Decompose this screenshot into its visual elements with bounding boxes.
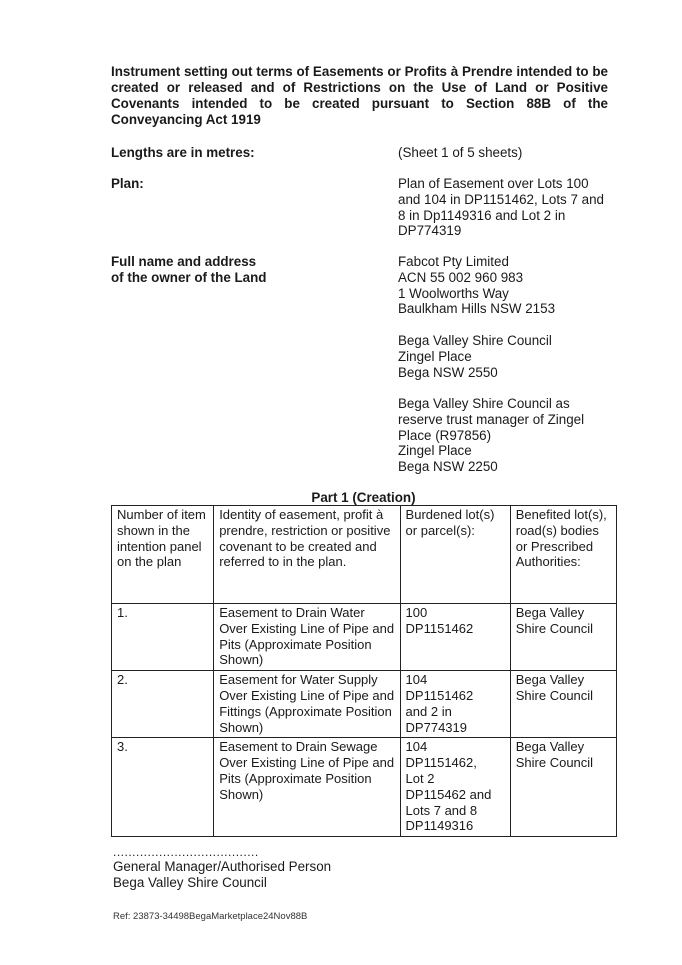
burdened-lots — [400, 738, 510, 837]
burdened-line: 104 — [405, 739, 428, 755]
table-row — [112, 671, 617, 738]
header-burdened: Burdened lot(s) or parcel(s): — [400, 506, 510, 604]
burdened-line: DP1151462 — [405, 620, 474, 636]
easement-identity: Easement to Drain Water Over Existing Line of Pipe and Pits (Approximate Position Shown) — [214, 604, 400, 671]
header-benefited: Benefited lot(s), road(s) bodies or Prescribed Authorities: — [510, 506, 616, 604]
owner-block-trust — [398, 396, 613, 475]
item-number: 3. — [112, 738, 214, 837]
owner-label — [111, 254, 266, 286]
plan-label: Plan: — [111, 176, 144, 191]
part1-title: Part 1 (Creation) — [311, 490, 416, 505]
item-number: 1. — [112, 604, 214, 671]
easement-identity: Easement to Drain Sewage Over Existing Line of Pipe and Pits (Approximate Position Shown) — [214, 738, 400, 837]
burdened-line: Lots 7 and 8 — [405, 802, 478, 818]
benefited-party: Bega Valley Shire Council — [510, 671, 616, 738]
item-number: 2. — [112, 671, 214, 738]
signature-line: ...................................... — [113, 845, 259, 859]
burdened-lots — [400, 671, 510, 738]
plan-line: Plan of Easement over Lots 100 — [398, 176, 589, 191]
easements-table — [111, 505, 617, 837]
plan-line: 8 in Dp1149316 and Lot 2 in — [398, 207, 566, 223]
burdened-line: DP115462 and — [405, 786, 492, 802]
table-row — [112, 604, 617, 671]
owner-line: Zingel Place — [398, 348, 472, 364]
owner-line: reserve trust manager of Zingel — [398, 411, 585, 427]
signatory-title: General Manager/Authorised Person — [113, 859, 332, 874]
burdened-line: DP1151462 — [405, 687, 474, 703]
lengths-label: Lengths are in metres: — [111, 145, 255, 160]
owner-line: Zingel Place — [398, 443, 472, 459]
plan-line: and 104 in DP1151462, Lots 7 and — [398, 191, 604, 207]
owner-block-fabcot — [398, 254, 613, 317]
table-row — [112, 738, 617, 837]
owner-line: Baulkham Hills NSW 2153 — [398, 301, 556, 317]
benefited-party: Bega Valley Shire Council — [510, 738, 616, 837]
owner-block-council — [398, 333, 613, 380]
signature-block — [113, 859, 331, 891]
owner-line: Fabcot Pty Limited — [398, 254, 509, 269]
owner-line: 1 Woolworths Way — [398, 285, 509, 301]
burdened-line: DP774319 — [405, 719, 467, 735]
header-identity: Identity of easement, profit à prendre, restriction or positive covenant to be created and referred to in the plan. — [214, 506, 400, 604]
header-item-number: Number of item shown in the intention panel on the plan — [112, 506, 214, 604]
owner-line: Bega Valley Shire Council — [398, 333, 552, 348]
burdened-lots — [400, 604, 510, 671]
burdened-line: 104 — [405, 672, 428, 688]
owner-line: Bega NSW 2250 — [398, 459, 498, 475]
burdened-line: 100 — [405, 605, 428, 620]
burdened-line: Lot 2 — [405, 770, 435, 786]
plan-line: DP774319 — [398, 223, 462, 239]
sheet-count: (Sheet 1 of 5 sheets) — [398, 145, 523, 160]
easement-identity: Easement for Water Supply Over Existing Line of Pipe and Fittings (Approximate Position Shown) — [214, 671, 400, 738]
owner-line: Bega Valley Shire Council as — [398, 396, 570, 411]
owner-label-line: Full name and address — [111, 254, 257, 269]
table-header-row — [112, 506, 617, 604]
owner-line: Place (R97856) — [398, 427, 492, 443]
document-reference: Ref: 23873-34498BegaMarketplace24Nov88B — [113, 911, 308, 922]
owner-line: ACN 55 002 960 983 — [398, 269, 524, 285]
burdened-line: DP1151462, — [405, 755, 477, 771]
burdened-line: DP1149316 — [405, 818, 474, 834]
burdened-line: and 2 in — [405, 703, 452, 719]
document-heading: Instrument setting out terms of Easements or Profits à Prendre intended to be created or released and of Restrictions on the Use of Land or Positive Covenants intended to be created pursuant to Section 88B of the Conveyancing Act 1919 — [111, 64, 608, 127]
owner-line: Bega NSW 2550 — [398, 364, 498, 380]
benefited-party: Bega Valley Shire Council — [510, 604, 616, 671]
signatory-organisation: Bega Valley Shire Council — [113, 875, 267, 890]
owner-label-line: of the owner of the Land — [111, 270, 267, 285]
plan-description — [398, 176, 613, 239]
